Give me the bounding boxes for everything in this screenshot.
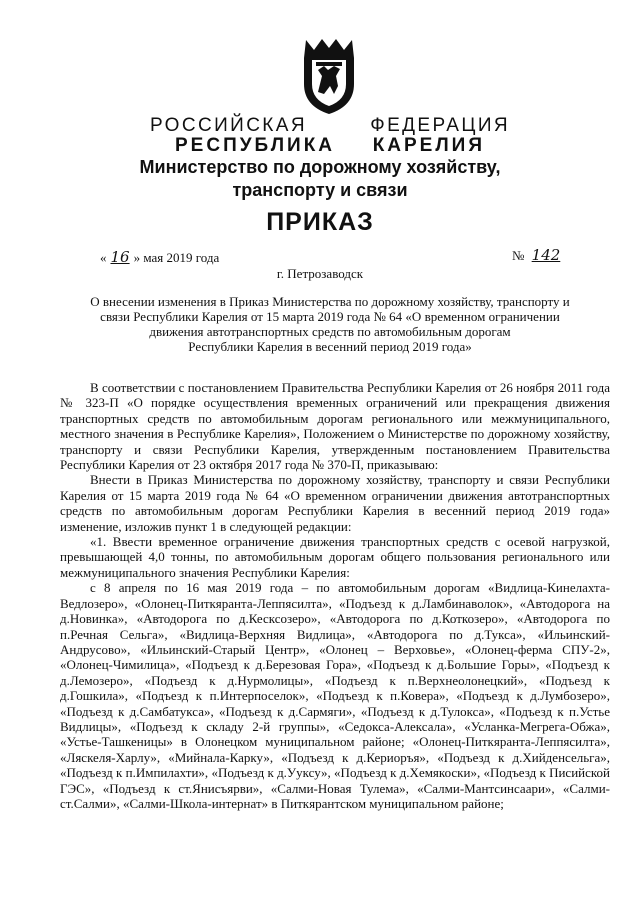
- republic-word-1: РЕСПУБЛИКА: [175, 135, 336, 156]
- body-paragraph-preamble: В соответствии с постановлением Правительства Республики Карелия от 26 ноября 2011 года № 323-П «О порядке осуществления временных ограничений или прекращения движения транспортных средств по автомобильным дорогам регионального или межмуниципального, местного значения в Республике Карелия», Положением о Министерстве по дорожному хозяйству, транспорту и связи Республики Карелия, утвержденным постановлением Правительства Республики Карелия от 23 октября 2017 года № 370-П, приказываю:: [60, 380, 610, 473]
- document-title: ПРИКАЗ: [266, 208, 374, 236]
- date-month-year: мая 2019 года: [143, 250, 220, 265]
- ministry-line-1: Министерство по дорожному хозяйству,: [139, 157, 501, 177]
- karelia-coat-of-arms-emblem: [294, 36, 364, 116]
- body-paragraph-amendment: Внести в Приказ Министерства по дорожному хозяйству, транспорту и связи Республики Карелия от 15 марта 2019 года № 64 «О временном ограничении движения автотранспортных средств по автомобильным дорогам Республики Карелия в весенний период 2019 года» изменение, изложив пункт 1 в следующей редакции:: [60, 472, 610, 534]
- subject-line-4: Республики Карелия в весенний период 2019 года»: [188, 339, 472, 354]
- subject-line-1: О внесении изменения в Приказ Министерства по дорожному хозяйству, транспорту и: [90, 294, 570, 309]
- order-body: [60, 380, 610, 811]
- body-paragraph-roads-list: с 8 апреля по 16 мая 2019 года – по автомобильным дорогам «Видлица-Кинелахта-Ведлозеро», «Олонец-Питкяранта-Леппясилта», «Подъезд к д.Ламбинаволок», «Автодорога на д.Новинка», «Автодорога по д.Кесксозеро», «Автодорога по д.Коткозеро», «Автодорога по п.Речная Сельга», «Видлица-Верхняя Видлица», «Автодорога по д.Тукса», «Ильинский-Андрусово», «Ильинский-Старый Центр», «Олонец – Верховье», «Олонец-ферма СПУ-2», «Олонец-Чимилица», «Подъезд к д.Березовая Гора», «Подъезд к д.Большие Горы», «Подъезд к д.Лемозеро», «Подъезд к д.Нурмолицы», «Подъезд к п.Верхнеолонецкий», «Подъезд к д.Гошкила», «Подъезд к п.Интерпоселок», «Подъезд к п.Ковера», «Подъезд к д.Лумбозеро», «Подъезд к д.Самбатукса», «Подъезд к д.Сармяги», «Подъезд к д.Тулокса», «Подъезд к п.Устье Видлицы», «Подъезд к складу 2-й группы», «Седокса-Алексала», «Усланка-Мегрега-Обжа», «Устье-Ташкеницы» в Олонецком муниципальном районе; «Олонец-Питкяранта-Леппясилта», «Ляскеля-Харлу», «Мийнала-Карку», «Подъезд к д.Кериоръя», «Подъезд к д.Хийденсельга», «Подъезд к п.Импилахти», «Подъезд к д.Ууксу», «Подъезд к д.Хемякоски», «Подъезд к Писийской ГЭС», «Подъезд к ст.Янисъярви», «Салми-Новая Тулема», «Салми-Мантсинсаари», «Салми-ст.Салми», «Салми-Школа-интернат» в Питкярантском муниципальном районе;: [60, 580, 610, 811]
- ministry-name: [100, 156, 540, 202]
- number-label: №: [512, 248, 525, 263]
- country-word-1: РОССИЙСКАЯ: [150, 115, 307, 136]
- number-value-handwritten: 142: [531, 246, 561, 264]
- country-word-2: ФЕДЕРАЦИЯ: [370, 115, 510, 136]
- date-open-quote: «: [100, 250, 107, 265]
- republic-word-2: КАРЕЛИЯ: [372, 135, 485, 156]
- republic-heading: [175, 135, 485, 157]
- country-heading: [150, 115, 510, 137]
- order-date: [100, 248, 219, 266]
- date-close-quote: »: [133, 250, 141, 265]
- city-name: г. Петрозаводск: [276, 266, 364, 281]
- subject-line-2: связи Республики Карелия от 15 марта 2019 года № 64 «О временном ограничении: [100, 309, 560, 324]
- date-day-handwritten: 16: [110, 248, 130, 266]
- body-paragraph-point-1: «1. Ввести временное ограничение движения транспортных средств с осевой нагрузкой, превышающей 4,0 тонны, по автомобильным дорогам общего пользования регионального или межмуниципального значения Республики Карелия:: [60, 534, 610, 580]
- ministry-line-2: транспорту и связи: [232, 180, 408, 200]
- order-number: [512, 246, 564, 264]
- subject-line-3: движения автотранспортных средств по автомобильным дорогам: [149, 324, 511, 339]
- order-subject: [60, 294, 600, 354]
